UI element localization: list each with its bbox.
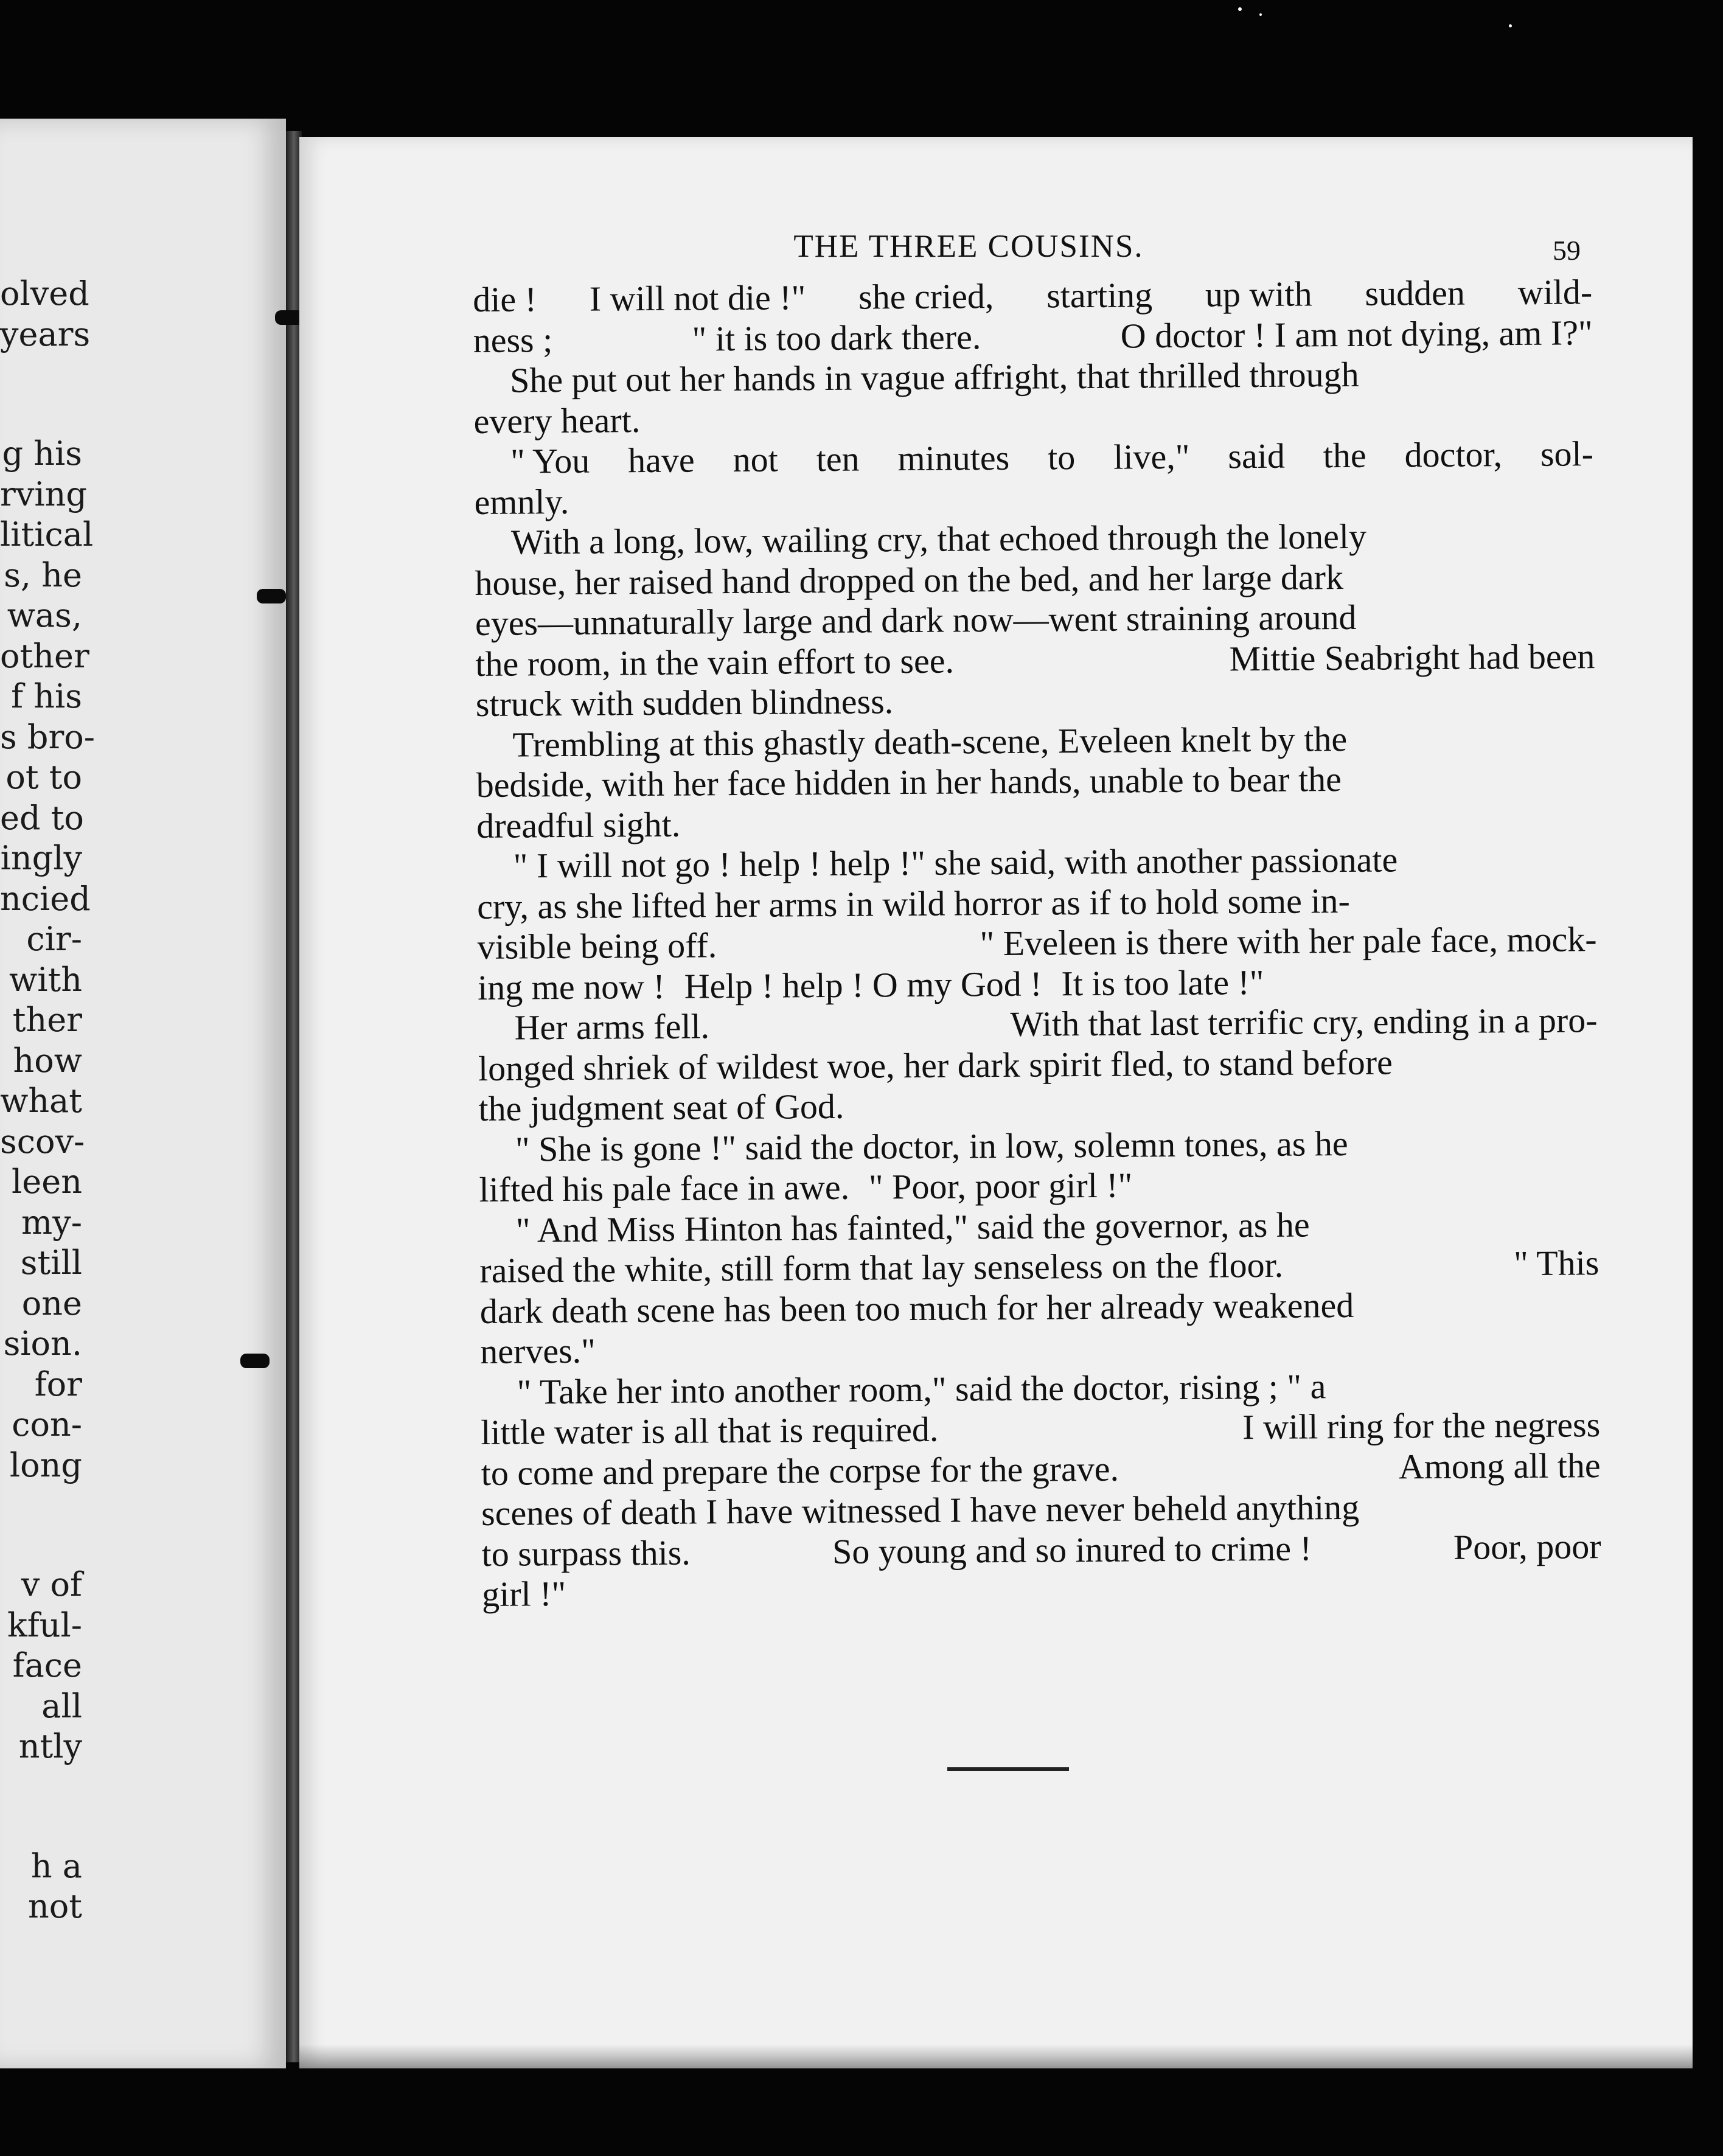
text-run: nerves." (480, 1330, 596, 1371)
text-run: With a long, low, wailing cry, that echoed through the lonely (510, 516, 1367, 562)
text-run: the judgment seat of God. (478, 1086, 844, 1128)
text-run: to come and prepare the corpse for the grave. (481, 1448, 1119, 1493)
text-run: Her arms fell. (514, 1006, 710, 1048)
text-run: ten (816, 439, 860, 479)
running-head: THE THREE COUSINS. (793, 229, 1144, 264)
text-line (473, 313, 1592, 361)
text-run: I will not die !" (589, 277, 806, 319)
facing-page-fragment: was, (7, 596, 82, 635)
text-run: the (1323, 435, 1366, 476)
text-run: Help ! help ! O my God ! (684, 963, 1042, 1006)
text-run: Among all the (1398, 1445, 1601, 1486)
scan-speck (1238, 7, 1242, 11)
text-run: It is too late !" (1061, 962, 1264, 1003)
text-line (481, 1445, 1600, 1494)
facing-page-fragment (0, 1486, 82, 1565)
text-run: starting (1046, 275, 1153, 316)
text-run: dark death scene has been too much for her already weakened (479, 1285, 1354, 1331)
facing-page-fragment: s, he (4, 555, 82, 594)
text-run: visible being off. (477, 925, 717, 967)
text-run: die ! (473, 279, 537, 319)
facing-page-fragment: f his (11, 677, 82, 715)
facing-page-fragment (0, 355, 82, 434)
text-run: " Eveleen is there with her pale face, mock- (980, 919, 1597, 964)
facing-page-fragment: years (0, 315, 91, 353)
facing-page-fragment: kful- (7, 1605, 82, 1644)
facing-page-fragment: s bro- (0, 717, 96, 756)
facing-page-fragment: how (13, 1041, 82, 1080)
text-run: Mittie Seabright had been (1229, 636, 1595, 678)
page-body-text (473, 272, 1601, 1615)
text-run: every heart. (473, 400, 641, 441)
facing-page-text-fragments (0, 274, 96, 1927)
page-number: 59 (1553, 235, 1581, 266)
binding-stitch (257, 589, 286, 603)
text-run: sudden (1365, 273, 1466, 313)
facing-page-fragment: sion. (3, 1324, 82, 1363)
facing-page-fragment: rving (0, 475, 87, 513)
text-run: " it is too dark there. (692, 316, 981, 358)
facing-page-fragment: ncied (0, 879, 91, 918)
text-run: not (733, 439, 778, 480)
text-run: to (1047, 437, 1076, 478)
facing-page-fragment: leen (12, 1163, 82, 1201)
text-run: So young and so inured to crime ! (832, 1528, 1312, 1571)
text-run: girl !" (481, 1573, 566, 1614)
facing-page-fragment: con- (12, 1405, 82, 1444)
text-run: cry, as she lifted her arms in wild horror as if to hold some in- (476, 880, 1351, 927)
text-run: " This (1513, 1243, 1599, 1284)
text-run: emnly. (474, 481, 569, 522)
text-run: eyes—unnaturally large and dark now—went straining around (475, 597, 1357, 643)
facing-page-fragment: v of (21, 1565, 82, 1604)
facing-page-fragment: litical (0, 515, 94, 554)
text-run: up with (1205, 274, 1312, 315)
binding-stitch (240, 1354, 270, 1368)
text-run: ness ; (473, 319, 553, 360)
text-run: " She is gone !" said the doctor, in low, solemn tones, as he (515, 1123, 1348, 1169)
scan-speck (1509, 24, 1512, 27)
text-run: bedside, with her face hidden in her hands, unable to bear the (476, 759, 1342, 805)
facing-page-fragment: with (9, 960, 82, 999)
facing-page-fragment: ed to (0, 798, 84, 837)
section-end-rule (947, 1767, 1069, 1771)
facing-page-fragment: face (12, 1646, 82, 1685)
text-line (475, 636, 1595, 684)
text-run: little water is all that is required. (480, 1409, 939, 1452)
text-run: With that last terrific cry, ending in a pro- (1010, 1000, 1598, 1044)
text-line (474, 434, 1593, 482)
text-run: " I will not go ! help ! help !" she said, with another passionate (513, 840, 1398, 886)
facing-page-fragment: olved (0, 274, 89, 313)
text-run: " Take her into another room," said the doctor, rising ; " a (517, 1366, 1326, 1412)
scan-speck (1259, 13, 1262, 16)
facing-page-fragment: my- (21, 1203, 82, 1242)
text-run: to surpass this. (481, 1532, 691, 1574)
text-run: Poor, poor (1453, 1526, 1601, 1567)
text-line (478, 1000, 1597, 1048)
facing-page-fragment: not (28, 1887, 82, 1925)
text-run: longed shriek of wildest woe, her dark spirit fled, to stand before (478, 1041, 1393, 1088)
text-run: minutes (897, 437, 1010, 479)
text-run: said (1228, 436, 1286, 476)
text-run: scenes of death I have witnessed I have never beheld anything (481, 1487, 1360, 1533)
text-run: " And Miss Hinton has fainted," said the governor, as he (515, 1204, 1310, 1250)
text-run: doctor, (1404, 434, 1503, 475)
text-run: I will ring for the negress (1242, 1405, 1601, 1447)
text-run: dreadful sight. (476, 804, 681, 846)
text-run: the room, in the vain effort to see. (475, 640, 955, 684)
facing-page-fragment: still (20, 1243, 82, 1282)
facing-page-fragment: scov- (0, 1122, 85, 1161)
facing-page-fragment: all (41, 1686, 82, 1725)
facing-page-fragment: what (0, 1082, 82, 1120)
text-line (477, 919, 1596, 967)
facing-page-fragment: h a (30, 1846, 82, 1885)
facing-page-fragment: for (34, 1365, 82, 1403)
facing-page-fragment: g his (2, 434, 82, 473)
facing-page-fragment: ntly (18, 1727, 82, 1765)
facing-page-fragment: ther (12, 1001, 82, 1039)
text-run: raised the white, still form that lay senseless on the floor. (479, 1245, 1284, 1290)
text-line (482, 1567, 1601, 1615)
text-run: sol- (1540, 434, 1594, 474)
text-run: " You (510, 440, 590, 481)
text-run: Trembling at this ghastly death-scene, Eveleen knelt by the (512, 718, 1348, 765)
text-run: ing me now ! (477, 966, 666, 1007)
text-run: O doctor ! I am not dying, am I?" (1120, 312, 1593, 356)
facing-page-fragment (0, 1767, 82, 1846)
text-run: house, her raised hand dropped on the bed, and her large dark (475, 557, 1344, 603)
text-run: lifted his pale face in awe. (479, 1167, 850, 1209)
facing-page-fragment: ot to (5, 758, 82, 796)
text-run: wild- (1517, 272, 1593, 313)
text-run: struck with sudden blindness. (475, 681, 894, 724)
facing-page-left (0, 119, 286, 2068)
text-run: She put out her hands in vague affright, that thrilled through (509, 354, 1359, 400)
page-edge-shadow (299, 2044, 1693, 2068)
facing-page-fragment: one (21, 1284, 82, 1323)
text-run: she cried, (858, 276, 994, 317)
text-run: have (627, 440, 695, 481)
facing-page-fragment: long (9, 1445, 82, 1484)
facing-page-fragment: ingly (0, 839, 82, 877)
book-page (299, 137, 1693, 2068)
text-run: " Poor, poor girl !" (868, 1165, 1133, 1207)
text-run: live," (1113, 436, 1190, 477)
facing-page-fragment: cir- (26, 920, 82, 958)
facing-page-fragment: other (0, 636, 89, 675)
